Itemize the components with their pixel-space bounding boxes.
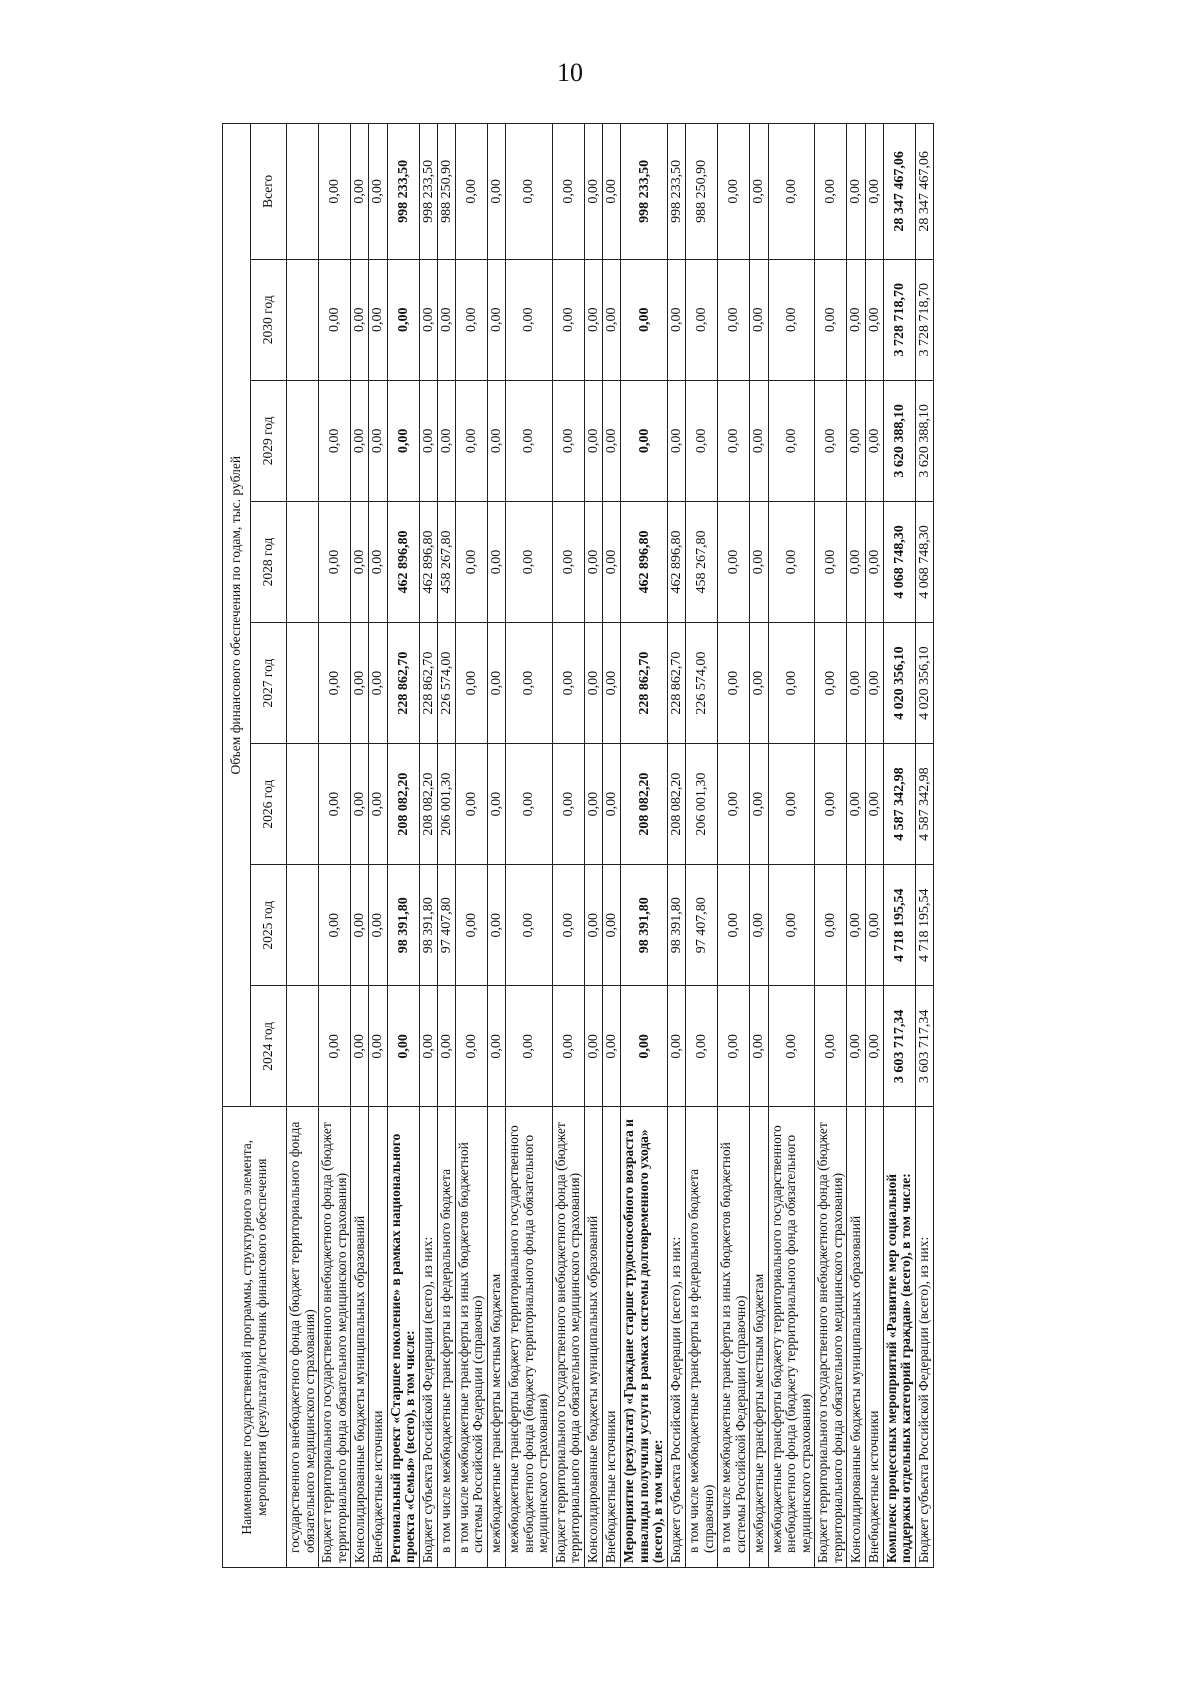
- year-value-cell: 0,00: [369, 865, 387, 986]
- total-cell: 998 233,50: [668, 124, 686, 260]
- row-name: Региональный проект «Старшее поколение» в рамках национального проекта «Семья» (всего), в том числе:: [387, 1107, 419, 1568]
- year-value-cell: 0,00: [437, 986, 455, 1107]
- year-value-cell: [287, 501, 319, 622]
- year-value-cell: [287, 380, 319, 501]
- table-row: [287, 124, 319, 1568]
- year-value-cell: 0,00: [768, 986, 815, 1107]
- row-name: Консолидированные бюджеты муниципальных образований: [351, 1107, 369, 1568]
- year-value-cell: [287, 744, 319, 865]
- year-value-cell: 0,00: [552, 744, 584, 865]
- year-value-cell: 0,00: [488, 380, 506, 501]
- table-header: [223, 124, 287, 1568]
- year-value-cell: 0,00: [815, 501, 847, 622]
- row-name: Бюджет субъекта Российской Федерации (всего), из них:: [419, 1107, 437, 1568]
- table-row: [768, 124, 815, 1568]
- year-header: 2026 год: [251, 744, 287, 865]
- year-value-cell: 0,00: [419, 259, 437, 380]
- year-value-cell: 0,00: [718, 623, 750, 744]
- year-value-cell: 0,00: [815, 744, 847, 865]
- year-value-cell: 0,00: [865, 865, 883, 986]
- year-value-cell: 0,00: [351, 865, 369, 986]
- year-value-cell: 228 862,70: [387, 623, 419, 744]
- year-value-cell: 0,00: [718, 865, 750, 986]
- year-value-cell: 0,00: [585, 380, 603, 501]
- table-row: [351, 124, 369, 1568]
- row-name: государственного внебюджетного фонда (бюджет территориального фонда обязательного медицинского страхования): [287, 1107, 319, 1568]
- year-value-cell: [287, 986, 319, 1107]
- total-cell: 988 250,90: [686, 124, 718, 260]
- table-row: [847, 124, 865, 1568]
- row-name: Мероприятие (результат) «Граждане старше трудоспособного возраста и инвалиды получили услуги в рамках системы долговременного ухода» (всего), в том числе:: [621, 1107, 668, 1568]
- year-value-cell: 0,00: [387, 986, 419, 1107]
- year-value-cell: 0,00: [319, 259, 351, 380]
- total-cell: 0,00: [506, 124, 553, 260]
- table-row: [488, 124, 506, 1568]
- year-value-cell: 0,00: [668, 380, 686, 501]
- total-cell: 0,00: [488, 124, 506, 260]
- name-column-header: Наименование государственной программы, структурного элемента, мероприятия (результата)/источник финансового обеспечения: [223, 1107, 287, 1568]
- table-row: [437, 124, 455, 1568]
- year-value-cell: 0,00: [621, 259, 668, 380]
- year-value-cell: 0,00: [506, 744, 553, 865]
- year-value-cell: 98 391,80: [621, 865, 668, 986]
- table-row: [883, 124, 915, 1568]
- year-value-cell: 4 587 342,98: [883, 744, 915, 865]
- year-value-cell: 462 896,80: [621, 501, 668, 622]
- year-value-cell: 0,00: [552, 865, 584, 986]
- year-value-cell: 4 718 195,54: [915, 865, 933, 986]
- year-value-cell: 0,00: [865, 380, 883, 501]
- year-value-cell: 0,00: [506, 865, 553, 986]
- table-row: [387, 124, 419, 1568]
- year-value-cell: 0,00: [351, 259, 369, 380]
- year-value-cell: 0,00: [319, 744, 351, 865]
- year-value-cell: 3 620 388,10: [883, 380, 915, 501]
- year-value-cell: 97 407,80: [686, 865, 718, 986]
- year-value-cell: 0,00: [847, 259, 865, 380]
- year-value-cell: 0,00: [847, 986, 865, 1107]
- year-value-cell: 0,00: [750, 380, 768, 501]
- year-header: 2024 год: [251, 986, 287, 1107]
- year-header: 2030 год: [251, 259, 287, 380]
- row-name: Внебюджетные источники: [865, 1107, 883, 1568]
- year-value-cell: 0,00: [455, 865, 487, 986]
- year-value-cell: 0,00: [768, 501, 815, 622]
- year-value-cell: 0,00: [319, 986, 351, 1107]
- year-value-cell: 4 020 356,10: [883, 623, 915, 744]
- year-value-cell: 0,00: [585, 259, 603, 380]
- year-value-cell: 462 896,80: [419, 501, 437, 622]
- year-value-cell: 0,00: [488, 501, 506, 622]
- year-value-cell: 0,00: [686, 986, 718, 1107]
- total-cell: 0,00: [815, 124, 847, 260]
- row-name: Внебюджетные источники: [369, 1107, 387, 1568]
- year-value-cell: 0,00: [351, 380, 369, 501]
- year-value-cell: 0,00: [768, 380, 815, 501]
- total-cell: 0,00: [455, 124, 487, 260]
- row-name: межбюджетные трансферты бюджету территориального государственного внебюджетного фонда (бюджету территориального фонда обязательного медицинского страхования): [506, 1107, 553, 1568]
- total-cell: 998 233,50: [419, 124, 437, 260]
- year-value-cell: 0,00: [506, 986, 553, 1107]
- year-value-cell: 0,00: [815, 380, 847, 501]
- year-value-cell: 0,00: [750, 986, 768, 1107]
- year-value-cell: 0,00: [865, 623, 883, 744]
- year-header: 2028 год: [251, 501, 287, 622]
- row-name: межбюджетные трансферты местным бюджетам: [750, 1107, 768, 1568]
- year-value-cell: 226 574,00: [686, 623, 718, 744]
- year-value-cell: 0,00: [369, 986, 387, 1107]
- year-value-cell: 0,00: [768, 623, 815, 744]
- year-value-cell: 0,00: [815, 259, 847, 380]
- year-value-cell: 0,00: [369, 501, 387, 622]
- row-name: в том числе межбюджетные трансферты из иных бюджетов бюджетной системы Российской Федерации (справочно): [718, 1107, 750, 1568]
- year-value-cell: 0,00: [865, 744, 883, 865]
- year-value-cell: 0,00: [351, 986, 369, 1107]
- table-row: [552, 124, 584, 1568]
- year-value-cell: 0,00: [369, 380, 387, 501]
- year-value-cell: 0,00: [437, 259, 455, 380]
- total-cell: 0,00: [351, 124, 369, 260]
- year-value-cell: 3 620 388,10: [915, 380, 933, 501]
- rotated-table-container: [222, 123, 1102, 1568]
- total-cell: 0,00: [585, 124, 603, 260]
- total-cell: 0,00: [865, 124, 883, 260]
- year-value-cell: 0,00: [621, 380, 668, 501]
- year-value-cell: 0,00: [603, 744, 621, 865]
- year-value-cell: 0,00: [387, 380, 419, 501]
- year-value-cell: 0,00: [552, 259, 584, 380]
- total-cell: 0,00: [319, 124, 351, 260]
- year-value-cell: [287, 865, 319, 986]
- year-value-cell: 0,00: [488, 865, 506, 986]
- table-row: [455, 124, 487, 1568]
- year-value-cell: 3 728 718,70: [883, 259, 915, 380]
- year-value-cell: 0,00: [847, 623, 865, 744]
- year-value-cell: 4 068 748,30: [883, 501, 915, 622]
- row-name: Бюджет субъекта Российской Федерации (всего), из них:: [668, 1107, 686, 1568]
- volume-header: Объем финансового обеспечения по годам, тыс. рублей: [223, 124, 251, 1107]
- year-value-cell: 0,00: [750, 865, 768, 986]
- year-value-cell: 97 407,80: [437, 865, 455, 986]
- year-value-cell: 98 391,80: [668, 865, 686, 986]
- year-value-cell: 98 391,80: [419, 865, 437, 986]
- year-value-cell: 0,00: [603, 865, 621, 986]
- row-name: межбюджетные трансферты местным бюджетам: [488, 1107, 506, 1568]
- year-value-cell: 206 001,30: [437, 744, 455, 865]
- year-value-cell: 0,00: [718, 380, 750, 501]
- total-cell: 0,00: [750, 124, 768, 260]
- year-value-cell: 0,00: [351, 501, 369, 622]
- total-cell: 988 250,90: [437, 124, 455, 260]
- total-cell: 0,00: [369, 124, 387, 260]
- table-row: [686, 124, 718, 1568]
- year-value-cell: 0,00: [750, 744, 768, 865]
- year-value-cell: 0,00: [865, 259, 883, 380]
- year-value-cell: 0,00: [585, 744, 603, 865]
- year-value-cell: 0,00: [718, 501, 750, 622]
- table-body: [287, 124, 934, 1568]
- year-value-cell: 0,00: [455, 380, 487, 501]
- year-value-cell: 0,00: [815, 986, 847, 1107]
- year-value-cell: 458 267,80: [437, 501, 455, 622]
- year-value-cell: 0,00: [488, 986, 506, 1107]
- year-value-cell: 0,00: [585, 623, 603, 744]
- year-value-cell: 0,00: [603, 623, 621, 744]
- table-row: [369, 124, 387, 1568]
- total-cell: 28 347 467,06: [883, 124, 915, 260]
- year-value-cell: 226 574,00: [437, 623, 455, 744]
- year-value-cell: 228 862,70: [419, 623, 437, 744]
- year-value-cell: 0,00: [488, 623, 506, 744]
- year-value-cell: 0,00: [585, 501, 603, 622]
- year-value-cell: 4 020 356,10: [915, 623, 933, 744]
- year-value-cell: 0,00: [603, 986, 621, 1107]
- year-value-cell: 208 082,20: [621, 744, 668, 865]
- year-value-cell: 0,00: [351, 623, 369, 744]
- table-row: [319, 124, 351, 1568]
- table-row: [419, 124, 437, 1568]
- row-name: в том числе межбюджетные трансферты из иных бюджетов бюджетной системы Российской Федерации (справочно): [455, 1107, 487, 1568]
- table-row: [815, 124, 847, 1568]
- row-name: Консолидированные бюджеты муниципальных образований: [585, 1107, 603, 1568]
- total-cell: 998 233,50: [621, 124, 668, 260]
- year-value-cell: 0,00: [419, 380, 437, 501]
- year-value-cell: 0,00: [686, 259, 718, 380]
- year-value-cell: 0,00: [319, 380, 351, 501]
- total-cell: 0,00: [552, 124, 584, 260]
- year-value-cell: 3 603 717,34: [883, 986, 915, 1107]
- year-value-cell: [287, 259, 319, 380]
- total-cell: 0,00: [768, 124, 815, 260]
- year-value-cell: 0,00: [488, 259, 506, 380]
- year-value-cell: 458 267,80: [686, 501, 718, 622]
- total-cell: 998 233,50: [387, 124, 419, 260]
- year-value-cell: 4 718 195,54: [883, 865, 915, 986]
- year-value-cell: 0,00: [668, 986, 686, 1107]
- total-cell: 0,00: [847, 124, 865, 260]
- year-value-cell: 0,00: [488, 744, 506, 865]
- year-value-cell: 98 391,80: [387, 865, 419, 986]
- table-row: [668, 124, 686, 1568]
- year-value-cell: 4 068 748,30: [915, 501, 933, 622]
- row-name: Бюджет территориального государственного внебюджетного фонда (бюджет территориального фонда обязательного медицинского страхования): [815, 1107, 847, 1568]
- year-value-cell: 0,00: [506, 380, 553, 501]
- row-name: Консолидированные бюджеты муниципальных образований: [847, 1107, 865, 1568]
- year-value-cell: 0,00: [815, 865, 847, 986]
- total-cell: 0,00: [603, 124, 621, 260]
- year-value-cell: 228 862,70: [621, 623, 668, 744]
- year-value-cell: 0,00: [847, 865, 865, 986]
- year-value-cell: 0,00: [455, 623, 487, 744]
- year-value-cell: 0,00: [718, 744, 750, 865]
- year-value-cell: 0,00: [387, 259, 419, 380]
- financing-table: [222, 123, 934, 1568]
- year-value-cell: 0,00: [552, 623, 584, 744]
- table-row: [865, 124, 883, 1568]
- year-value-cell: 0,00: [585, 986, 603, 1107]
- year-value-cell: 0,00: [603, 501, 621, 622]
- table-row: [603, 124, 621, 1568]
- total-header: Всего: [251, 124, 287, 260]
- year-value-cell: 0,00: [718, 986, 750, 1107]
- year-value-cell: 0,00: [455, 744, 487, 865]
- table-row: [621, 124, 668, 1568]
- year-value-cell: 0,00: [750, 501, 768, 622]
- total-cell: 0,00: [718, 124, 750, 260]
- year-value-cell: 0,00: [865, 986, 883, 1107]
- year-header: 2027 год: [251, 623, 287, 744]
- total-cell: 28 347 467,06: [915, 124, 933, 260]
- year-value-cell: 0,00: [768, 744, 815, 865]
- year-value-cell: [287, 623, 319, 744]
- row-name: Комплекс процессных мероприятий «Развитие мер социальной поддержки отдельных категорий граждан» (всего), в том числе:: [883, 1107, 915, 1568]
- year-value-cell: 4 587 342,98: [915, 744, 933, 865]
- year-value-cell: 0,00: [552, 501, 584, 622]
- total-cell: [287, 124, 319, 260]
- year-value-cell: 0,00: [552, 986, 584, 1107]
- year-value-cell: 0,00: [437, 380, 455, 501]
- year-value-cell: 0,00: [506, 501, 553, 622]
- row-name: Бюджет территориального государственного внебюджетного фонда (бюджет территориального фонда обязательного медицинского страхования): [552, 1107, 584, 1568]
- year-value-cell: 0,00: [768, 865, 815, 986]
- year-header: 2025 год: [251, 865, 287, 986]
- row-name: Бюджет территориального государственного внебюджетного фонда (бюджет территориального фонда обязательного медицинского страхования): [319, 1107, 351, 1568]
- year-value-cell: 0,00: [455, 501, 487, 622]
- table-row: [718, 124, 750, 1568]
- year-value-cell: 3 603 717,34: [915, 986, 933, 1107]
- year-value-cell: 228 862,70: [668, 623, 686, 744]
- year-value-cell: 0,00: [847, 744, 865, 865]
- year-value-cell: 208 082,20: [387, 744, 419, 865]
- year-value-cell: 208 082,20: [668, 744, 686, 865]
- year-value-cell: 0,00: [369, 259, 387, 380]
- year-value-cell: 0,00: [603, 259, 621, 380]
- year-value-cell: 0,00: [419, 986, 437, 1107]
- table-row: [506, 124, 553, 1568]
- row-name: Бюджет субъекта Российской Федерации (всего), из них:: [915, 1107, 933, 1568]
- year-value-cell: 0,00: [750, 259, 768, 380]
- year-value-cell: 0,00: [768, 259, 815, 380]
- year-value-cell: 0,00: [750, 623, 768, 744]
- year-value-cell: 0,00: [686, 380, 718, 501]
- page-number: 10: [557, 58, 583, 87]
- year-value-cell: 206 001,30: [686, 744, 718, 865]
- year-value-cell: 0,00: [351, 744, 369, 865]
- year-value-cell: 0,00: [319, 865, 351, 986]
- year-value-cell: 0,00: [319, 501, 351, 622]
- year-value-cell: 0,00: [668, 259, 686, 380]
- year-value-cell: 0,00: [506, 259, 553, 380]
- table-row: [750, 124, 768, 1568]
- year-value-cell: 0,00: [847, 380, 865, 501]
- year-value-cell: 462 896,80: [668, 501, 686, 622]
- year-value-cell: 0,00: [319, 623, 351, 744]
- year-value-cell: 0,00: [552, 380, 584, 501]
- table-row: [915, 124, 933, 1568]
- row-name: Внебюджетные источники: [603, 1107, 621, 1568]
- year-value-cell: 0,00: [455, 259, 487, 380]
- year-value-cell: 0,00: [847, 501, 865, 622]
- year-value-cell: 0,00: [718, 259, 750, 380]
- year-value-cell: 0,00: [369, 744, 387, 865]
- year-header: 2029 год: [251, 380, 287, 501]
- year-value-cell: 0,00: [621, 986, 668, 1107]
- year-value-cell: 0,00: [603, 380, 621, 501]
- year-value-cell: 208 082,20: [419, 744, 437, 865]
- year-value-cell: 462 896,80: [387, 501, 419, 622]
- year-value-cell: 0,00: [369, 623, 387, 744]
- year-value-cell: 0,00: [455, 986, 487, 1107]
- row-name: в том числе межбюджетные трансферты из федерального бюджета: [437, 1107, 455, 1568]
- year-value-cell: 3 728 718,70: [915, 259, 933, 380]
- row-name: в том числе межбюджетные трансферты из федерального бюджета (справочно): [686, 1107, 718, 1568]
- year-value-cell: 0,00: [585, 865, 603, 986]
- year-value-cell: 0,00: [865, 501, 883, 622]
- table-row: [585, 124, 603, 1568]
- row-name: межбюджетные трансферты бюджету территориального государственного внебюджетного фонда (бюджету территориального фонда обязательного медицинского страхования): [768, 1107, 815, 1568]
- year-value-cell: 0,00: [506, 623, 553, 744]
- year-value-cell: 0,00: [815, 623, 847, 744]
